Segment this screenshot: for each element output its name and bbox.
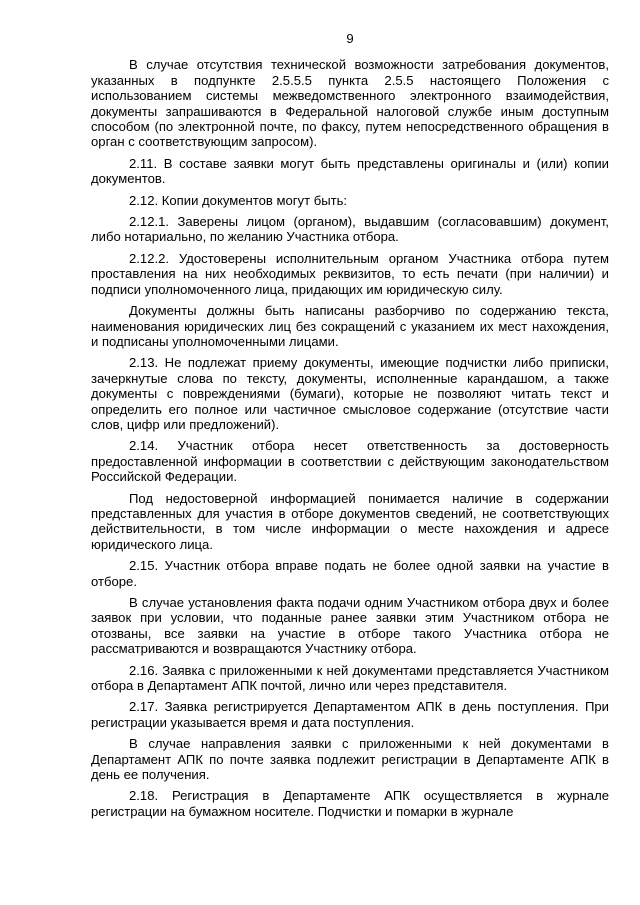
paragraph-mail-registration: В случае направления заявки с приложенными к ней документами в Департамент АПК по почте заявка подлежит регистрации в Департаменте АПК в день ее получения. — [91, 736, 609, 783]
paragraph-2-13: 2.13. Не подлежат приему документы, имеющие подчистки либо приписки, зачеркнутые слова по тексту, документы, исполненные карандашом, а также документы с повреждениями (бумаги), которые не позволяют читать текст и определить его полное или частичное смысловое содержание (отсутствие части слов, цифр или предложений). — [91, 355, 609, 432]
paragraph-interagency-request: В случае отсутствия технической возможности затребования документов, указанных в подпункте 2.5.5.5 пункта 2.5.5 настоящего Положения с использованием системы межведомственного электронного взаимодействия, документы запрашиваются в Федеральной налоговой службе иным доступным способом (по электронной почте, по факсу, путем непосредственного обращения в орган с соответствующим запросом). — [91, 57, 609, 150]
paragraph-legibility: Документы должны быть написаны разборчиво по содержанию текста, наименования юридических лиц без сокращений с указанием их мест нахождения, и подписаны уполномоченными лицами. — [91, 303, 609, 349]
page-number: 9 — [346, 31, 354, 46]
paragraph-2-12-1: 2.12.1. Заверены лицом (органом), выдавшим (согласовавшим) документ, либо нотариально, по желанию Участника отбора. — [91, 214, 609, 245]
paragraph-2-14: 2.14. Участник отбора несет ответственность за достоверность предоставленной информации в соответствии с действующим законодательством Российской Федерации. — [91, 438, 609, 485]
paragraph-false-information: Под недостоверной информацией понимается наличие в содержании представленных для участия в отборе документов сведений, не соответствующих действительности, в том числе информации о месте нахождения и адресе юридического лица. — [91, 490, 609, 552]
paragraph-2-12-2: 2.12.2. Удостоверены исполнительным органом Участника отбора путем проставления на них необходимых реквизитов, то есть печати (при наличии) и подписи уполномоченного лица, придающих им юридическую силу. — [91, 250, 609, 297]
paragraph-2-12: 2.12. Копии документов могут быть: — [129, 192, 348, 208]
paragraph-2-18: 2.18. Регистрация в Департаменте АПК осуществляется в журнале регистрации на бумажном носителе. Подчистки и помарки в журнале — [91, 788, 609, 819]
paragraph-2-17: 2.17. Заявка регистрируется Департаментом АПК в день поступления. При регистрации указывается время и дата поступления. — [91, 699, 609, 730]
paragraph-2-11: 2.11. В составе заявки могут быть представлены оригиналы и (или) копии документов. — [91, 155, 609, 187]
paragraph-2-15: 2.15. Участник отбора вправе подать не более одной заявки на участие в отборе. — [91, 558, 609, 589]
paragraph-multiple-applications: В случае установления факта подачи одним Участником отбора двух и более заявок при условии, что поданные ранее заявки этим Участником отбора не отозваны, все заявки на участие в отборе такого Участника отбора не рассматриваются и возвращаются Участнику отбора. — [91, 595, 609, 657]
paragraph-2-16: 2.16. Заявка с приложенными к ней документами представляется Участником отбора в Департамент АПК почтой, лично или через представителя. — [91, 662, 609, 694]
